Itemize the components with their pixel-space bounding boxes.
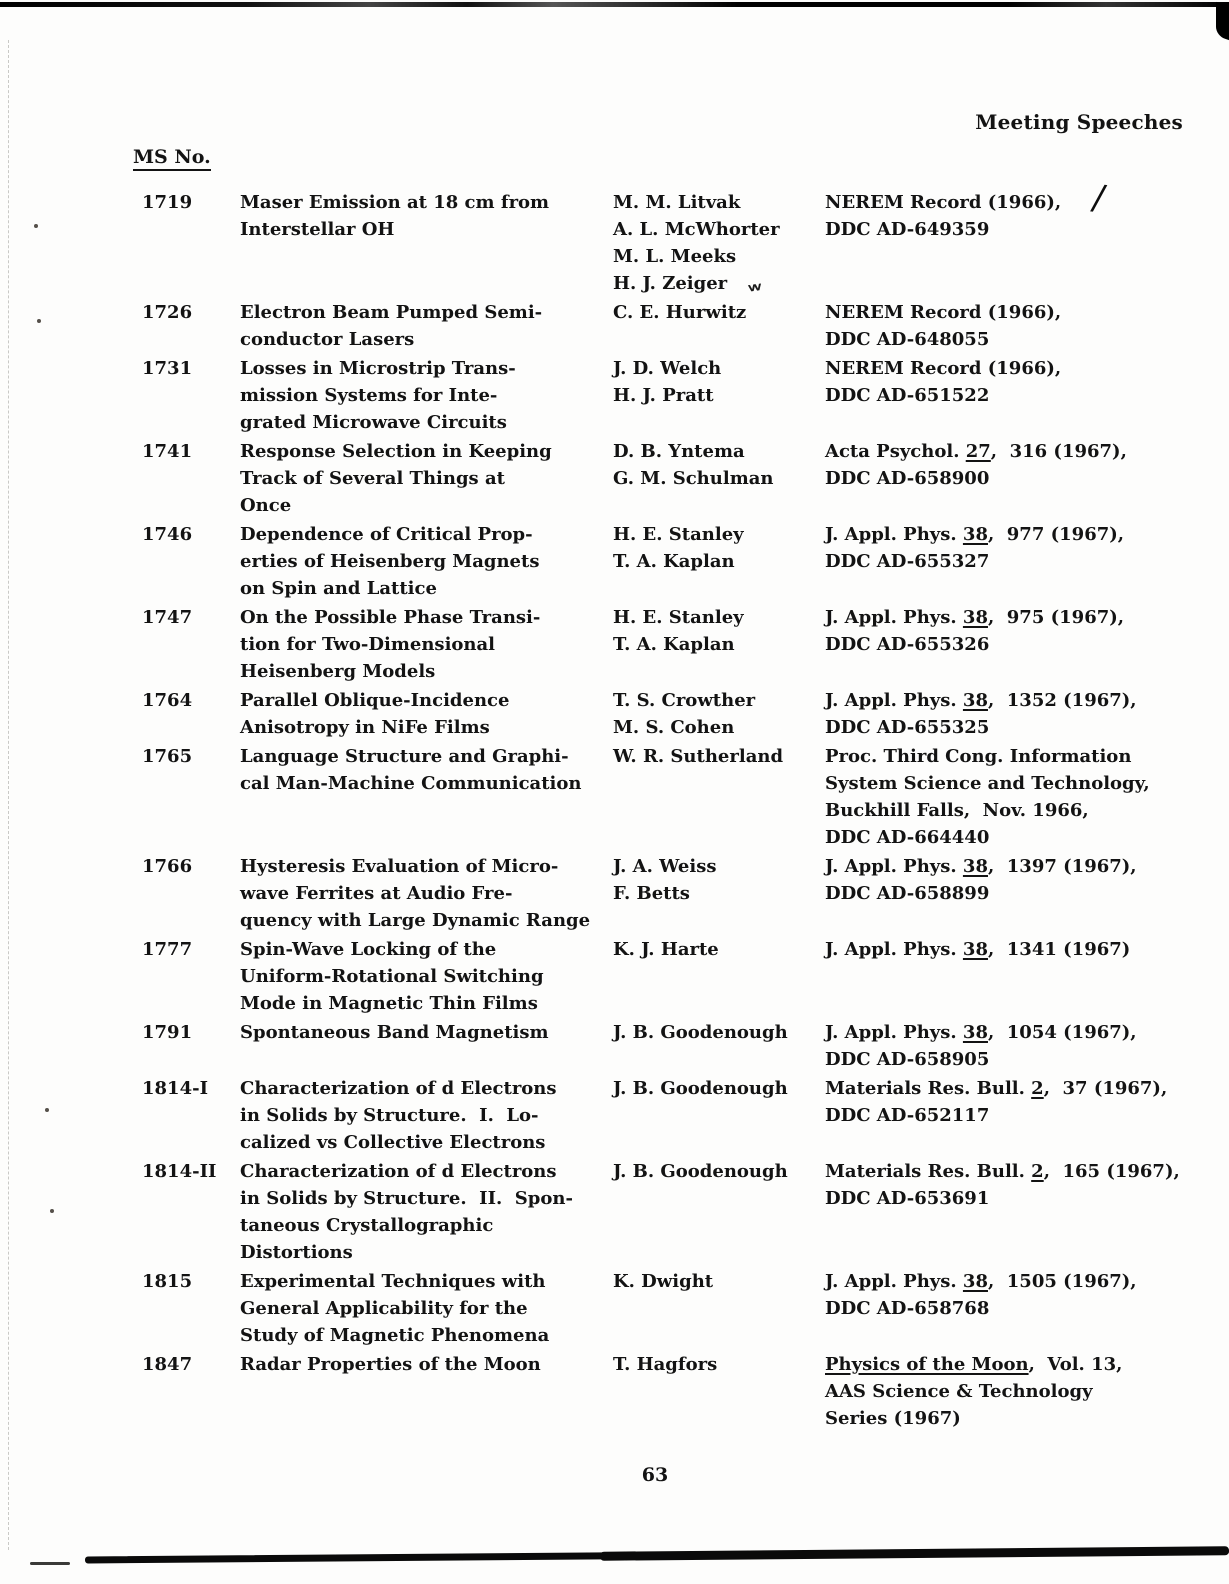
entry-row (133, 438, 1225, 519)
entry-ms-no: 1791 (142, 1022, 193, 1043)
text-line: Uniform-Rotational Switching (240, 966, 544, 987)
text-line: M. S. Cohen (613, 717, 735, 738)
dust-speck (50, 1209, 54, 1213)
text-line: Materials Res. Bull. 2, 37 (1967), (825, 1078, 1168, 1099)
entry-reference (825, 521, 1225, 602)
text-line: Proc. Third Cong. Information (825, 746, 1132, 767)
text-line: J. Appl. Phys. 38, 1505 (1967), (825, 1271, 1137, 1292)
entry-title (240, 1075, 613, 1156)
entry-row (133, 687, 1225, 741)
text-line: quency with Large Dynamic Range (240, 910, 591, 931)
entry-title (240, 1019, 613, 1073)
text-line: AAS Science & Technology (825, 1381, 1093, 1402)
entry-row (133, 1351, 1225, 1432)
entry-title (240, 1158, 613, 1266)
entry-reference (825, 189, 1225, 297)
entry-row (133, 299, 1225, 353)
entry-row (133, 1158, 1225, 1266)
text-line: T. Hagfors (613, 1354, 718, 1375)
entry-authors (613, 1075, 825, 1156)
text-line: conductor Lasers (240, 329, 415, 350)
entry-authors (613, 604, 825, 685)
text-line: Interstellar OH (240, 219, 395, 240)
text-line: M. M. Litvak (613, 192, 741, 213)
entry-row (133, 521, 1225, 602)
text-line: Mode in Magnetic Thin Films (240, 993, 538, 1014)
text-line: erties of Heisenberg Magnets (240, 551, 540, 572)
text-line: Characterization of d Electrons (240, 1078, 557, 1099)
entry-row (133, 189, 1225, 297)
entry-ms-no: 1731 (142, 358, 193, 379)
text-line: Response Selection in Keeping (240, 441, 552, 462)
text-line: D. B. Yntema (613, 441, 745, 462)
entry-reference (825, 604, 1225, 685)
text-line: H. J. Pratt (613, 385, 714, 406)
scan-edge-top-blob (1216, 2, 1229, 40)
text-line: cal Man-Machine Communication (240, 773, 582, 794)
text-line: J. Appl. Phys. 38, 1352 (1967), (825, 690, 1137, 711)
entry-title (240, 687, 613, 741)
entry-ms-no: 1741 (142, 441, 193, 462)
text-line: T. S. Crowther (613, 690, 756, 711)
text-line: grated Microwave Circuits (240, 412, 507, 433)
entry-reference (825, 936, 1225, 1017)
entry-ms-no: 1815 (142, 1271, 193, 1292)
text-line: System Science and Technology, (825, 773, 1150, 794)
entry-title (240, 189, 613, 297)
text-line: J. Appl. Phys. 38, 1397 (1967), (825, 856, 1137, 877)
entry-row (133, 853, 1225, 934)
text-line: H. J. Zeiger (613, 273, 728, 294)
entry-ms-no: 1765 (142, 746, 193, 767)
text-line: Language Structure and Graphi- (240, 746, 569, 767)
entry-reference (825, 1351, 1225, 1432)
entry-ms-no: 1764 (142, 690, 193, 711)
entry-ms-no: 1777 (142, 939, 193, 960)
text-line: Series (1967) (825, 1408, 961, 1429)
text-line: Spontaneous Band Magnetism (240, 1022, 549, 1043)
text-line: NEREM Record (1966), (825, 192, 1062, 213)
text-line: taneous Crystallographic (240, 1215, 494, 1236)
text-line: K. Dwight (613, 1271, 714, 1292)
text-line: J. B. Goodenough (613, 1078, 788, 1099)
entry-title (240, 936, 613, 1017)
entry-row (133, 604, 1225, 685)
text-line: M. L. Meeks (613, 246, 737, 267)
scan-edge-top (0, 2, 1229, 7)
text-line: Anisotropy in NiFe Films (240, 717, 490, 738)
entry-reference (825, 1075, 1225, 1156)
text-line: Radar Properties of the Moon (240, 1354, 541, 1375)
text-line: wave Ferrites at Audio Fre- (240, 883, 513, 904)
text-line: mission Systems for Inte- (240, 385, 498, 406)
entry-reference (825, 743, 1225, 851)
entry-title (240, 355, 613, 436)
text-line: K. J. Harte (613, 939, 719, 960)
entry-authors (613, 853, 825, 934)
text-line: DDC AD-653691 (825, 1188, 990, 1209)
entry-reference (825, 1019, 1225, 1073)
text-line: C. E. Hurwitz (613, 302, 747, 323)
text-line: Experimental Techniques with (240, 1271, 546, 1292)
text-line: Materials Res. Bull. 2, 165 (1967), (825, 1161, 1180, 1182)
text-line: Dependence of Critical Prop- (240, 524, 533, 545)
text-line: Heisenberg Models (240, 661, 436, 682)
text-line: J. D. Welch (613, 358, 722, 379)
entry-ms-no: 1747 (142, 607, 193, 628)
entry-ms-no: 1814-I (142, 1078, 208, 1099)
entry-title (240, 521, 613, 602)
text-line: F. Betts (613, 883, 690, 904)
text-line: DDC AD-648055 (825, 329, 990, 350)
entry-authors (613, 355, 825, 436)
entry-ms-no: 1719 (142, 192, 193, 213)
entry-ms-no: 1766 (142, 856, 193, 877)
text-line: Study of Magnetic Phenomena (240, 1325, 550, 1346)
check-mark: vv (747, 279, 761, 295)
entry-authors (613, 521, 825, 602)
dust-speck (34, 224, 38, 228)
text-line: General Applicability for the (240, 1298, 528, 1319)
entry-ms-no: 1746 (142, 524, 193, 545)
text-line: on Spin and Lattice (240, 578, 437, 599)
entry-authors (613, 1019, 825, 1073)
text-line: W. R. Sutherland (613, 746, 784, 767)
entry-ms-no: 1814-II (142, 1161, 217, 1182)
text-line: H. E. Stanley (613, 524, 744, 545)
text-line: DDC AD-655326 (825, 634, 990, 655)
text-line: J. A. Weiss (613, 856, 717, 877)
text-line: Track of Several Things at (240, 468, 505, 489)
text-line: Parallel Oblique-Incidence (240, 690, 510, 711)
entry-authors (613, 438, 825, 519)
entry-reference (825, 438, 1225, 519)
text-line: DDC AD-649359 (825, 219, 990, 240)
entry-authors (613, 936, 825, 1017)
entry-row (133, 936, 1225, 1017)
text-line: in Solids by Structure. II. Spon- (240, 1188, 573, 1209)
entry-reference (825, 687, 1225, 741)
entry-reference (825, 1268, 1225, 1349)
dust-speck (45, 1108, 49, 1112)
page-number: 63 (641, 1464, 669, 1486)
text-line: Losses in Microstrip Trans- (240, 358, 516, 379)
entry-row (133, 1075, 1225, 1156)
entry-row (133, 1019, 1225, 1073)
text-line: DDC AD-655325 (825, 717, 990, 738)
entry-title (240, 438, 613, 519)
entry-row (133, 1268, 1225, 1349)
text-line: DDC AD-664440 (825, 827, 990, 848)
text-line: J. Appl. Phys. 38, 1341 (1967) (825, 939, 1131, 960)
text-line: tion for Two-Dimensional (240, 634, 495, 655)
text-line: Physics of the Moon, Vol. 13, (825, 1354, 1123, 1375)
entry-row (133, 355, 1225, 436)
text-line: NEREM Record (1966), (825, 358, 1062, 379)
pen-mark: / (1088, 177, 1109, 219)
text-line: Spin-Wave Locking of the (240, 939, 497, 960)
page-header-title: Meeting Speeches (975, 110, 1183, 134)
text-line: J. B. Goodenough (613, 1022, 788, 1043)
entry-row (133, 743, 1225, 851)
text-line: DDC AD-658768 (825, 1298, 990, 1319)
text-line: J. Appl. Phys. 38, 977 (1967), (825, 524, 1125, 545)
text-line: Once (240, 495, 292, 516)
text-line: J. Appl. Phys. 38, 1054 (1967), (825, 1022, 1137, 1043)
text-line: DDC AD-658900 (825, 468, 990, 489)
text-line: Electron Beam Pumped Semi- (240, 302, 543, 323)
entry-title (240, 299, 613, 353)
text-line: calized vs Collective Electrons (240, 1132, 546, 1153)
dust-speck (30, 1562, 70, 1565)
entries-list (133, 189, 1225, 1434)
entry-title (240, 853, 613, 934)
text-line: DDC AD-655327 (825, 551, 990, 572)
entry-title (240, 1351, 613, 1432)
entry-authors (613, 299, 825, 353)
entry-reference (825, 299, 1225, 353)
entry-reference (825, 1158, 1225, 1266)
entry-ms-no: 1847 (142, 1354, 193, 1375)
text-line: J. B. Goodenough (613, 1161, 788, 1182)
text-line: J. Appl. Phys. 38, 975 (1967), (825, 607, 1125, 628)
text-line: NEREM Record (1966), (825, 302, 1062, 323)
entry-authors (613, 743, 825, 851)
scan-edge-left (8, 40, 10, 1550)
entry-authors (613, 1268, 825, 1349)
entry-title (240, 743, 613, 851)
text-line: Buckhill Falls, Nov. 1966, (825, 800, 1089, 821)
scan-edge-bottom (600, 1546, 1229, 1560)
text-line: DDC AD-652117 (825, 1105, 990, 1126)
text-line: in Solids by Structure. I. Lo- (240, 1105, 539, 1126)
text-line: A. L. McWhorter (613, 219, 780, 240)
entry-authors (613, 1351, 825, 1432)
text-line: H. E. Stanley (613, 607, 744, 628)
entry-title (240, 1268, 613, 1349)
text-line: T. A. Kaplan (613, 551, 735, 572)
text-line: Distortions (240, 1242, 353, 1263)
text-line: DDC AD-651522 (825, 385, 990, 406)
text-line: On the Possible Phase Transi- (240, 607, 541, 628)
ms-no-column-heading: MS No. (133, 146, 211, 171)
text-line: Maser Emission at 18 cm from (240, 192, 550, 213)
entry-authors (613, 189, 825, 297)
text-line: G. M. Schulman (613, 468, 774, 489)
text-line: T. A. Kaplan (613, 634, 735, 655)
entry-authors (613, 1158, 825, 1266)
entry-reference (825, 853, 1225, 934)
text-line: DDC AD-658905 (825, 1049, 990, 1070)
text-line: Hysteresis Evaluation of Micro- (240, 856, 559, 877)
text-line: Characterization of d Electrons (240, 1161, 557, 1182)
entry-authors (613, 687, 825, 741)
entry-reference (825, 355, 1225, 436)
text-line: DDC AD-658899 (825, 883, 990, 904)
text-line: Acta Psychol. 27, 316 (1967), (825, 441, 1127, 462)
entry-title (240, 604, 613, 685)
entry-ms-no: 1726 (142, 302, 193, 323)
dust-speck (37, 319, 41, 323)
